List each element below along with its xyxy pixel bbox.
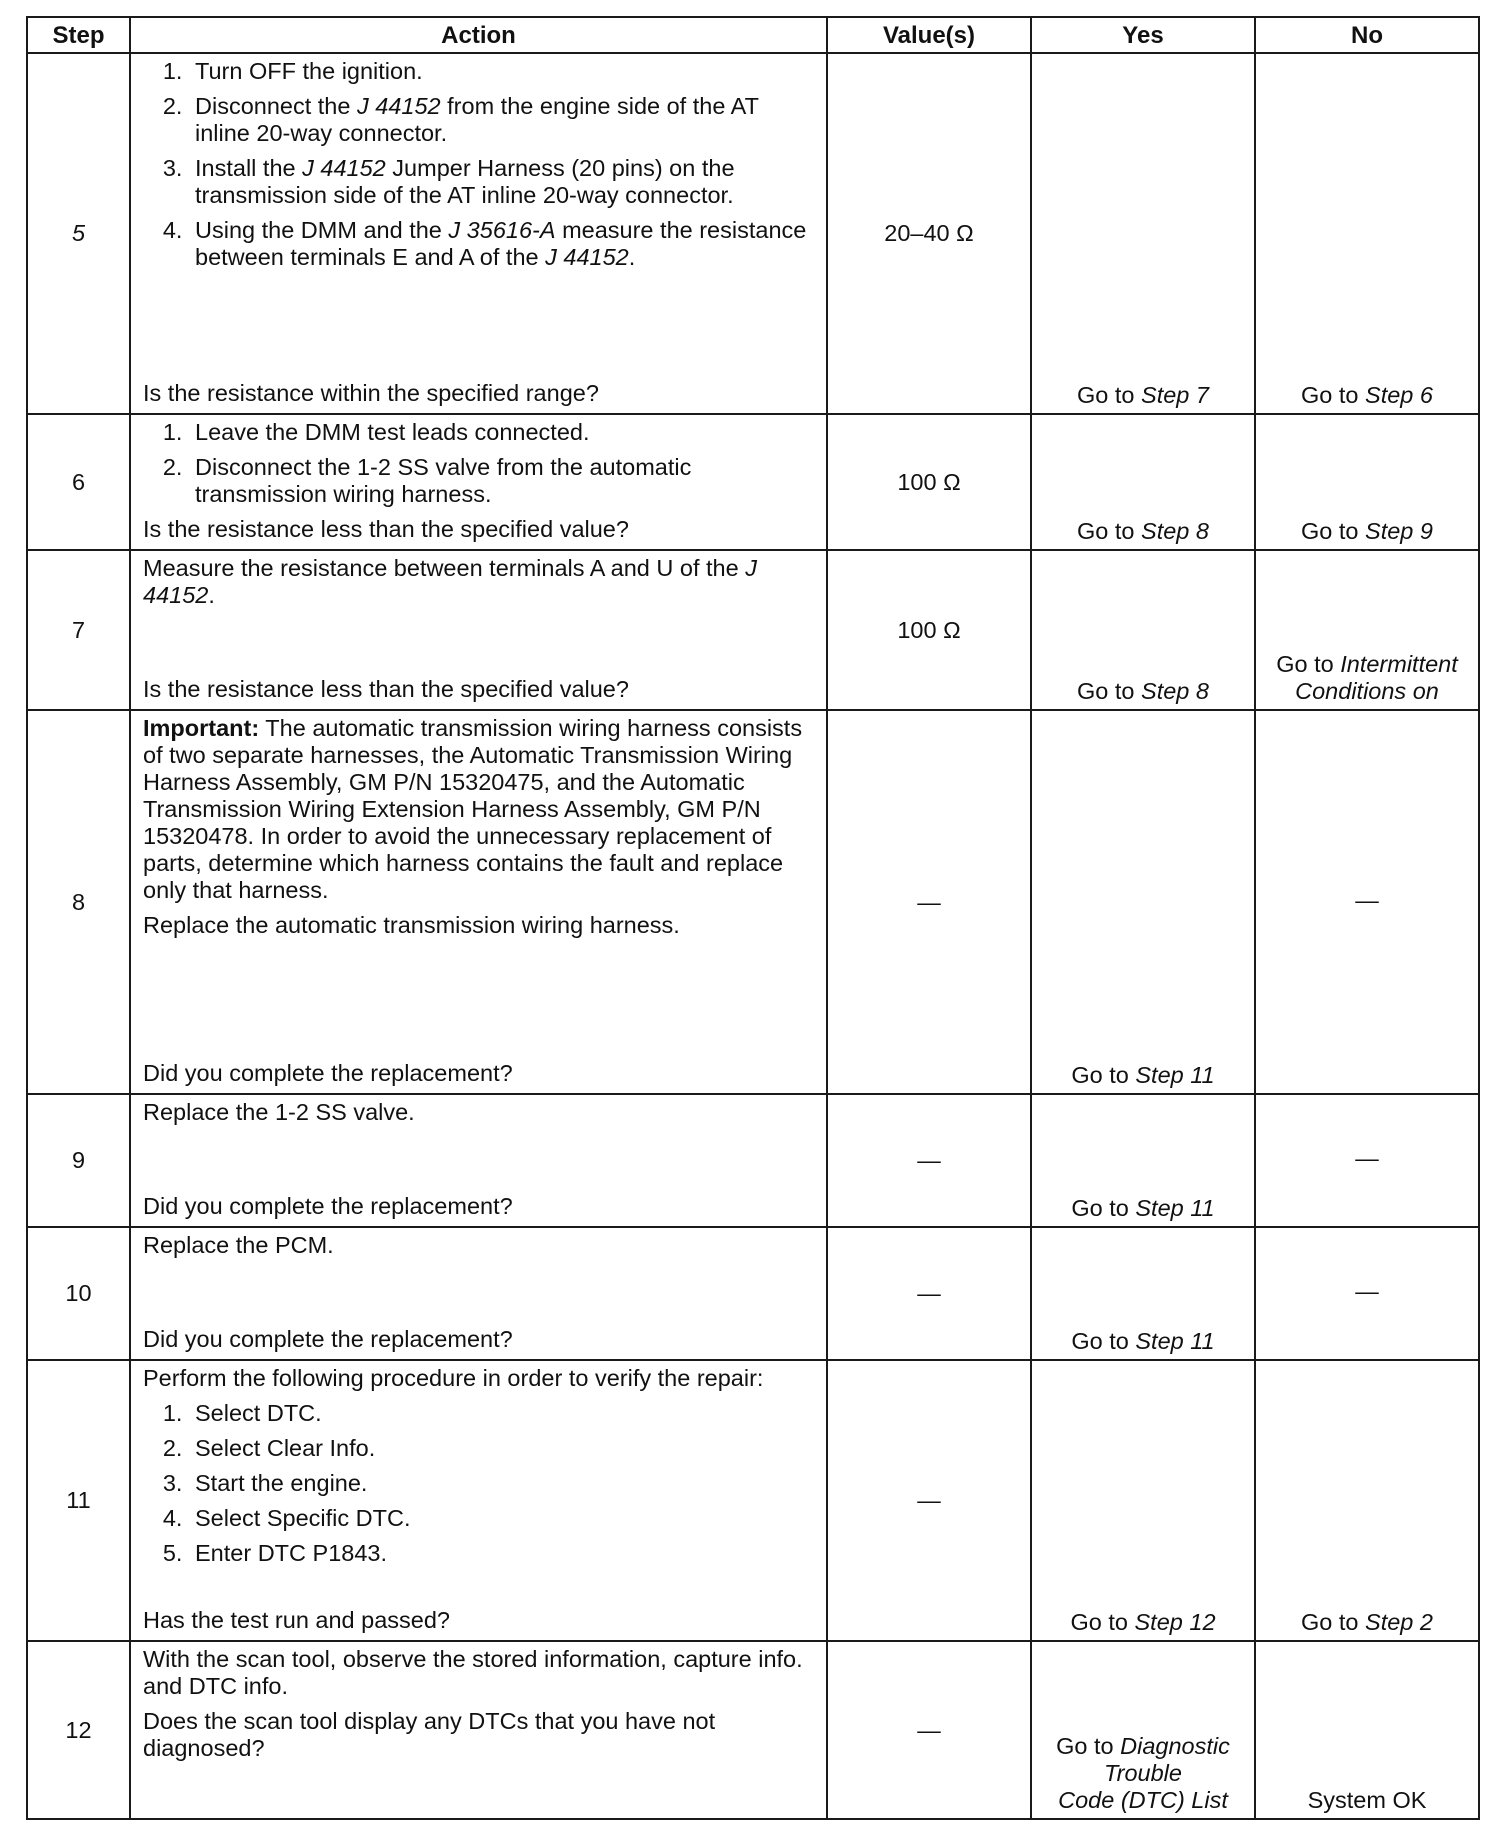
header-no: No [1255, 17, 1479, 53]
action-steps [143, 58, 814, 271]
action-body [143, 1646, 814, 1770]
action-body [143, 1365, 814, 1575]
yes-cell [1031, 1227, 1255, 1360]
value-cell: — [827, 710, 1031, 1094]
action-content [131, 1228, 826, 1359]
table-row [27, 710, 1479, 1094]
action-body [143, 715, 814, 947]
no-line: Go to Step 2 [1301, 1609, 1433, 1635]
yes-cell [1031, 710, 1255, 1094]
italic-ref: Step 8 [1141, 518, 1209, 544]
action-body [143, 58, 814, 279]
action-step: 3. Install the J 44152 Jumper Harness (20 pins) on the transmission side of the AT inline 20-way connector. [189, 155, 814, 209]
action-paragraph: Perform the following procedure in order to verify the repair: [143, 1365, 764, 1391]
yes-cell [1031, 414, 1255, 550]
italic-ref: Step 2 [1365, 1609, 1433, 1635]
action-content [131, 1361, 826, 1640]
italic-ref: Step 11 [1135, 1062, 1215, 1088]
action-cell [130, 710, 827, 1094]
action-step: 4. Using the DMM and the J 35616-A measure the resistance between terminals E and A of the J 44152. [189, 217, 814, 271]
step-number: 5 [71, 220, 86, 246]
no-result [1256, 54, 1478, 413]
step-number: 6 [71, 468, 86, 495]
action-cell [130, 550, 827, 710]
yes-cell [1031, 1094, 1255, 1227]
yes-result [1032, 711, 1254, 1093]
italic-ref: J 44152 [356, 93, 441, 119]
yes-line: Go to Step 12 [1070, 1609, 1216, 1635]
no-line: Go to Step 9 [1301, 518, 1433, 544]
no-cell [1255, 1094, 1479, 1227]
yes-result [1032, 1642, 1254, 1818]
yes-result [1032, 415, 1254, 549]
value-cell: — [827, 1641, 1031, 1819]
step-number: 12 [65, 1716, 92, 1743]
action-question: Is the resistance within the specified range? [143, 380, 599, 406]
italic-ref: Step 8 [1141, 678, 1209, 704]
italic-ref: Step 6 [1365, 382, 1433, 408]
step-cell [27, 550, 130, 710]
step-number: 7 [71, 616, 86, 643]
yes-line: Go to Step 7 [1077, 382, 1209, 408]
table-row [27, 53, 1479, 414]
action-paragraph: Replace the automatic transmission wiring harness. [143, 912, 680, 938]
no-result [1256, 1228, 1478, 1359]
yes-result [1032, 54, 1254, 413]
italic-ref: Intermittent [1340, 651, 1458, 677]
action-step: 1. Turn OFF the ignition. [189, 58, 814, 85]
action-body [143, 1099, 814, 1134]
no-cell [1255, 550, 1479, 710]
action-cell [130, 1094, 827, 1227]
italic-ref: Code (DTC) List [1058, 1787, 1228, 1813]
yes-line: Go to Step 11 [1071, 1062, 1215, 1088]
no-result [1256, 415, 1478, 549]
table-body [27, 53, 1479, 1819]
header-step: Step [27, 17, 130, 53]
action-cell [130, 414, 827, 550]
no-result [1256, 551, 1478, 709]
no-line: Go to Step 6 [1301, 382, 1433, 408]
no-cell [1255, 53, 1479, 414]
no-line: — [1355, 886, 1379, 913]
no-result [1256, 1361, 1478, 1640]
italic-ref: J 44152 [143, 555, 757, 608]
italic-ref: Trouble [1104, 1760, 1182, 1786]
action-content [131, 551, 826, 709]
value-cell: — [827, 1227, 1031, 1360]
table-row [27, 414, 1479, 550]
action-body [143, 1232, 814, 1267]
action-content [131, 1095, 826, 1226]
action-step: 1. Leave the DMM test leads connected. [189, 419, 814, 446]
step-number: 8 [71, 888, 86, 915]
yes-line: Go to Step 8 [1077, 678, 1209, 704]
no-cell [1255, 1360, 1479, 1641]
action-step: 5. Enter DTC P1843. [189, 1540, 814, 1567]
action-step: 2. Select Clear Info. [189, 1435, 814, 1462]
yes-line: Go to Step 11 [1071, 1328, 1215, 1354]
no-line: System OK [1307, 1787, 1427, 1813]
value-cell: 20–40 Ω [827, 53, 1031, 414]
italic-ref: Step 9 [1365, 518, 1433, 544]
action-cell [130, 1641, 827, 1819]
action-paragraph: Measure the resistance between terminals A and U of the J 44152. [143, 555, 757, 608]
no-line: Go to Intermittent [1276, 651, 1458, 677]
step-number: 9 [71, 1147, 86, 1173]
action-paragraph: Replace the PCM. [143, 1232, 334, 1258]
yes-cell [1031, 1360, 1255, 1641]
table-row [27, 550, 1479, 710]
header-yes: Yes [1031, 17, 1255, 53]
no-line: — [1355, 1145, 1379, 1171]
italic-ref: Step 11 [1135, 1328, 1215, 1354]
italic-ref: Step 11 [1135, 1195, 1215, 1221]
header-row [27, 17, 1479, 53]
yes-result [1032, 1095, 1254, 1226]
action-question: Did you complete the replacement? [143, 1060, 513, 1086]
action-question: Is the resistance less than the specified value? [143, 676, 629, 702]
step-number: 11 [66, 1487, 91, 1513]
yes-result [1032, 551, 1254, 709]
header-values: Value(s) [827, 17, 1031, 53]
action-content [131, 54, 826, 413]
action-paragraph: Does the scan tool display any DTCs that you have not diagnosed? [143, 1708, 716, 1761]
step-cell [27, 1094, 130, 1227]
action-question: Has the test run and passed? [143, 1607, 451, 1633]
action-steps [143, 419, 814, 508]
italic-ref: Diagnostic [1120, 1733, 1230, 1759]
action-cell [130, 53, 827, 414]
important-label: Important: [143, 715, 260, 741]
italic-ref: J 35616-A [448, 217, 556, 243]
yes-result [1032, 1361, 1254, 1640]
no-result [1256, 1642, 1478, 1818]
action-body [143, 555, 814, 617]
yes-line [1104, 1760, 1182, 1787]
action-paragraph: With the scan tool, observe the stored information, capture info. and DTC info. [143, 1646, 803, 1699]
value-cell: — [827, 1094, 1031, 1227]
diagnostic-table [26, 16, 1480, 1820]
no-line: — [1355, 1278, 1379, 1304]
action-cell [130, 1227, 827, 1360]
yes-cell [1031, 550, 1255, 710]
italic-ref: Conditions on [1295, 678, 1439, 704]
action-paragraph: Important: The automatic transmission wiring harness consists of two separate harnesses, the Automatic Transmission Wiring Harness Assembly, GM P/N 15320475, and the Automatic Transmission Wiring Extension Harness Assembly, GM P/N 15320478. In order to avoid the unnecessary replacement of parts, determine which harness contains the fault and replace only that harness. [143, 715, 803, 903]
no-result [1256, 1095, 1478, 1226]
action-content [131, 1642, 826, 1818]
italic-ref: Step 12 [1134, 1609, 1216, 1635]
step-cell [27, 710, 130, 1094]
value-cell: 100 Ω [827, 414, 1031, 550]
table-row [27, 1094, 1479, 1227]
value-cell: 100 Ω [827, 550, 1031, 710]
action-step: 1. Select DTC. [189, 1400, 814, 1427]
no-cell [1255, 414, 1479, 550]
yes-line: Go to Step 8 [1077, 518, 1209, 544]
value-cell: — [827, 1360, 1031, 1641]
italic-ref: J 44152 [545, 244, 629, 270]
action-body [143, 419, 814, 516]
italic-ref: Step 7 [1141, 382, 1209, 408]
action-question: Did you complete the replacement? [143, 1193, 513, 1219]
table-row [27, 1641, 1479, 1819]
action-step: 3. Start the engine. [189, 1470, 814, 1497]
step-cell [27, 53, 130, 414]
table-row [27, 1227, 1479, 1360]
yes-line: Go to Diagnostic [1056, 1733, 1230, 1759]
yes-line [1058, 1787, 1228, 1814]
step-cell [27, 1360, 130, 1641]
action-step: 2. Disconnect the 1-2 SS valve from the automatic transmission wiring harness. [189, 454, 814, 508]
step-cell [27, 1227, 130, 1360]
yes-line: Go to Step 11 [1071, 1195, 1215, 1221]
action-question: Is the resistance less than the specified value? [143, 516, 629, 542]
action-step: 4. Select Specific DTC. [189, 1505, 814, 1532]
no-cell [1255, 1227, 1479, 1360]
action-steps [143, 1400, 814, 1567]
step-cell [27, 414, 130, 550]
action-step: 2. Disconnect the J 44152 from the engine side of the AT inline 20-way connector. [189, 93, 814, 147]
yes-result [1032, 1228, 1254, 1359]
action-cell [130, 1360, 827, 1641]
italic-ref: J 44152 [302, 155, 386, 181]
no-result [1256, 711, 1478, 1093]
header-action: Action [130, 17, 827, 53]
action-question: Did you complete the replacement? [143, 1326, 513, 1352]
action-content [131, 711, 826, 1093]
action-content [131, 415, 826, 549]
step-cell [27, 1641, 130, 1819]
yes-cell [1031, 1641, 1255, 1819]
table-row [27, 1360, 1479, 1641]
no-cell [1255, 1641, 1479, 1819]
yes-cell [1031, 53, 1255, 414]
no-cell [1255, 710, 1479, 1094]
no-line [1295, 678, 1439, 705]
action-paragraph: Replace the 1-2 SS valve. [143, 1099, 415, 1125]
step-number: 10 [65, 1280, 92, 1306]
